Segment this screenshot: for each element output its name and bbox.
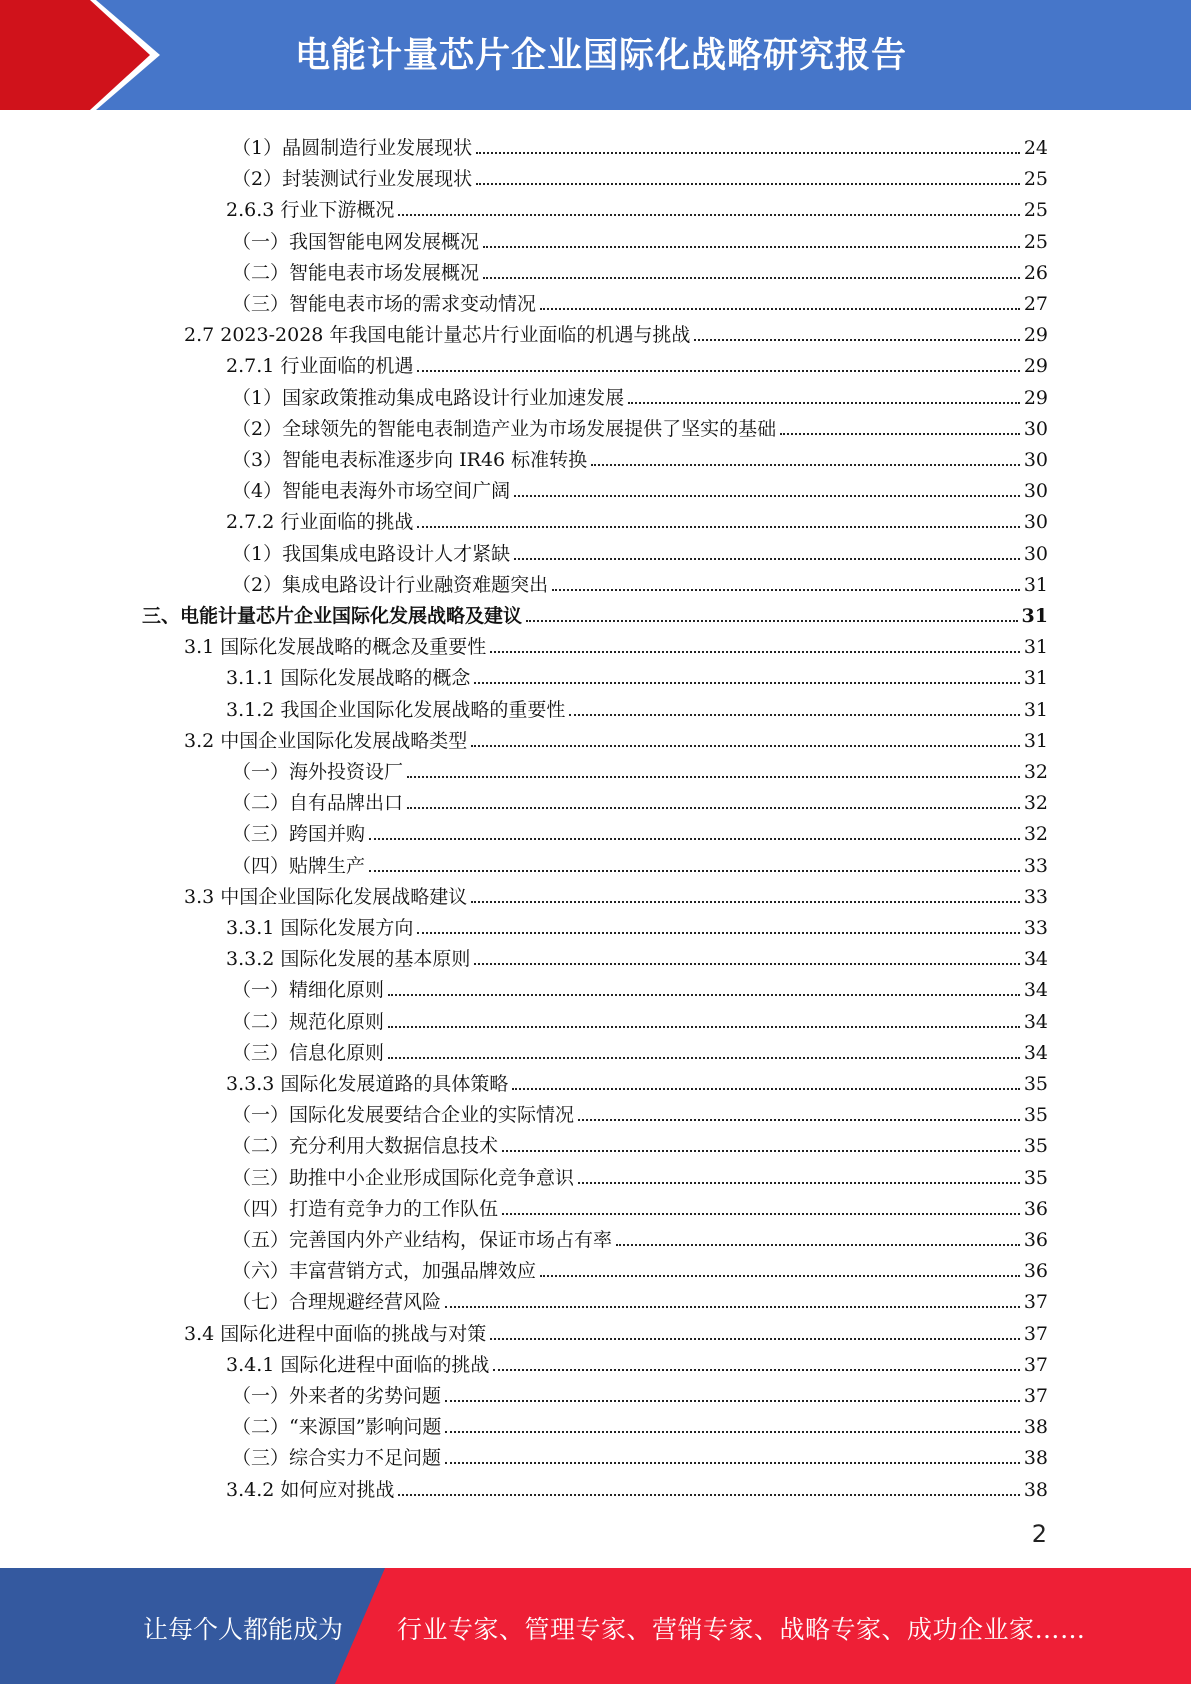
toc-entry-page: 31 (1023, 636, 1048, 659)
toc-entry-label: （三）助推中小企业形成国际化竞争意识 (232, 1166, 575, 1189)
toc-entry[interactable] (184, 1314, 1048, 1345)
toc-entry[interactable] (226, 1470, 1048, 1501)
toc-entry-page: 29 (1023, 355, 1048, 378)
toc-entry-label: （一）我国智能电网发展概况 (232, 230, 480, 253)
toc-entry[interactable] (232, 471, 1048, 502)
toc-dot-leader (552, 589, 1020, 591)
toc-entry-page: 38 (1023, 1416, 1048, 1439)
toc-entry-page: 32 (1023, 823, 1048, 846)
toc-entry-page: 34 (1023, 1041, 1048, 1064)
toc-entry-label: （二）智能电表市场发展概况 (232, 261, 480, 284)
toc-entry[interactable] (184, 627, 1048, 658)
toc-dot-leader (471, 745, 1020, 747)
toc-entry-label: 3.3.1 国际化发展方向 (226, 917, 414, 939)
toc-entry-page: 36 (1023, 1260, 1048, 1283)
toc-entry[interactable] (232, 253, 1048, 284)
toc-dot-leader (578, 1119, 1020, 1121)
toc-entry-page: 31 (1023, 729, 1048, 752)
toc-entry-page: 24 (1023, 137, 1048, 159)
page-header (0, 0, 1191, 110)
toc-entry-label: （三）信息化原则 (232, 1041, 385, 1064)
toc-entry[interactable] (232, 159, 1048, 190)
toc-entry[interactable] (232, 1002, 1048, 1033)
toc-dot-leader (514, 495, 1020, 497)
toc-entry-page: 35 (1023, 1104, 1048, 1127)
chevron-arrow-icon (0, 0, 150, 110)
toc-entry-label: （一）精细化原则 (232, 979, 385, 1002)
toc-dot-leader (476, 152, 1020, 154)
toc-entry-page: 37 (1023, 1385, 1048, 1407)
toc-dot-leader (417, 526, 1019, 528)
toc-entry-label: （2）封装测试行业发展现状 (232, 168, 473, 191)
toc-entry[interactable] (232, 128, 1048, 159)
toc-entry[interactable] (232, 378, 1048, 409)
toc-entry-page: 33 (1023, 854, 1048, 877)
toc-entry-label: 3.1.1 国际化发展战略的概念 (226, 667, 471, 690)
toc-entry-page: 38 (1023, 1478, 1048, 1501)
toc-dot-leader (526, 620, 1018, 622)
toc-entry-page: 37 (1023, 1291, 1048, 1314)
toc-entry-label: （1）晶圆制造行业发展现状 (232, 137, 473, 159)
toc-entry[interactable] (232, 409, 1048, 440)
toc-entry[interactable] (232, 1095, 1048, 1126)
toc-entry-label: 3.3.3 国际化发展道路的具体策略 (226, 1073, 509, 1095)
toc-entry-page: 34 (1023, 948, 1048, 971)
toc-entry[interactable] (232, 284, 1048, 315)
toc-entry[interactable] (226, 908, 1048, 939)
toc-entry-page: 30 (1023, 511, 1048, 534)
toc-entry[interactable] (232, 565, 1048, 596)
toc-dot-leader (591, 464, 1020, 466)
toc-entry[interactable] (232, 1282, 1048, 1313)
toc-entry[interactable] (232, 752, 1048, 783)
toc-entry[interactable] (184, 721, 1048, 752)
toc-dot-leader (388, 1057, 1020, 1059)
toc-entry[interactable] (226, 346, 1048, 377)
toc-entry-label: （4）智能电表海外市场空间广阔 (232, 480, 511, 503)
toc-entry[interactable] (232, 783, 1048, 814)
toc-entry-page: 31 (1023, 698, 1048, 721)
toc-entry-label: （七）合理规避经营风险 (232, 1291, 442, 1314)
toc-entry-page: 38 (1023, 1447, 1048, 1470)
toc-dot-leader (476, 183, 1020, 185)
toc-entry-label: 3.4 国际化进程中面临的挑战与对策 (184, 1322, 487, 1345)
page-footer (0, 1568, 1191, 1684)
toc-entry[interactable] (226, 939, 1048, 970)
toc-entry-page: 29 (1023, 386, 1048, 409)
toc-entry[interactable] (232, 970, 1048, 1001)
toc-dot-leader (540, 308, 1020, 310)
toc-entry[interactable] (232, 814, 1048, 845)
toc-dot-leader (388, 994, 1020, 996)
toc-entry-label: 2.7.2 行业面临的挑战 (226, 511, 414, 534)
toc-entry-label: 三、电能计量芯片企业国际化发展战略及建议 (142, 605, 523, 627)
toc-entry-label: 2.6.3 行业下游概况 (226, 199, 395, 222)
toc-entry-page: 36 (1023, 1229, 1048, 1251)
toc-entry-page: 34 (1023, 1010, 1048, 1033)
toc-entry-label: （二）充分利用大数据信息技术 (232, 1135, 499, 1158)
toc-dot-leader (502, 1213, 1020, 1215)
toc-entry-label: （四）贴牌生产 (232, 854, 366, 877)
toc-entry-label: 3.2 中国企业国际化发展战略类型 (184, 729, 468, 752)
toc-dot-leader (569, 714, 1019, 716)
toc-entry[interactable] (142, 596, 1048, 627)
toc-entry-label: （3）智能电表标准逐步向 IR46 标准转换 (232, 449, 588, 471)
toc-dot-leader (445, 1306, 1020, 1308)
toc-entry-label: （六）丰富营销方式，加强品牌效应 (232, 1260, 537, 1283)
toc-dot-leader (417, 932, 1019, 934)
toc-entry-label: 3.1 国际化发展战略的概念及重要性 (184, 636, 487, 659)
toc-entry[interactable] (232, 534, 1048, 565)
toc-entry-page: 26 (1023, 261, 1048, 284)
toc-entry[interactable] (226, 1064, 1048, 1095)
toc-dot-leader (445, 1431, 1019, 1433)
toc-entry-page: 33 (1023, 885, 1048, 908)
toc-entry-page: 29 (1023, 324, 1048, 347)
toc-entry[interactable] (232, 222, 1048, 253)
toc-entry-page: 35 (1023, 1166, 1048, 1189)
toc-entry-page: 32 (1023, 792, 1048, 815)
toc-entry-page: 31 (1023, 667, 1048, 690)
toc-entry-label: 3.3 中国企业国际化发展战略建议 (184, 885, 468, 908)
toc-entry-label: 2.7.1 行业面临的机遇 (226, 355, 414, 378)
toc-entry[interactable] (226, 502, 1048, 533)
toc-entry[interactable] (232, 1189, 1048, 1220)
toc-dot-leader (578, 1182, 1020, 1184)
toc-entry-page: 30 (1023, 542, 1048, 565)
toc-dot-leader (474, 682, 1019, 684)
toc-entry-label: 3.4.1 国际化进程中面临的挑战 (226, 1353, 490, 1376)
report-title: 电能计量芯片企业国际化战略研究报告 (295, 36, 908, 76)
toc-dot-leader (471, 901, 1020, 903)
toc-entry-label: （一）海外投资设厂 (232, 761, 404, 783)
toc-entry-label: （2）全球领先的智能电表制造产业为市场发展提供了坚实的基础 (232, 417, 777, 440)
toc-entry[interactable] (232, 1220, 1048, 1251)
toc-entry-label: （三）跨国并购 (232, 823, 366, 846)
toc-entry-page: 31 (1023, 573, 1048, 596)
toc-dot-leader (628, 402, 1020, 404)
toc-entry-label: 3.4.2 如何应对挑战 (226, 1478, 395, 1501)
toc-dot-leader (512, 1088, 1019, 1090)
toc-dot-leader (490, 651, 1020, 653)
toc-entry-label: （1）国家政策推动集成电路设计行业加速发展 (232, 386, 625, 409)
toc-entry[interactable] (232, 1158, 1048, 1189)
toc-entry[interactable] (232, 1438, 1048, 1469)
toc-entry-page: 37 (1023, 1322, 1048, 1345)
footer-slogan-left: 让每个人都能成为 (143, 1615, 344, 1644)
toc-entry-label: （二）规范化原则 (232, 1010, 385, 1033)
toc-entry-label: （一）国际化发展要结合企业的实际情况 (232, 1104, 575, 1127)
toc-entry-page: 32 (1023, 761, 1048, 783)
toc-entry-page: 35 (1023, 1073, 1048, 1095)
toc-dot-leader (694, 339, 1019, 341)
toc-dot-leader (398, 1494, 1019, 1496)
toc-entry[interactable] (232, 1126, 1048, 1157)
toc-dot-leader (490, 1338, 1020, 1340)
toc-entry[interactable] (232, 1251, 1048, 1282)
toc-entry[interactable] (184, 877, 1048, 908)
toc-entry-label: 3.1.2 我国企业国际化发展战略的重要性 (226, 698, 566, 721)
toc-entry-label: （二）自有品牌出口 (232, 792, 404, 815)
toc-entry-label: （三）智能电表市场的需求变动情况 (232, 293, 537, 315)
toc-entry-label: （二）“来源国”影响问题 (232, 1416, 442, 1439)
toc-entry-label: 2.7 2023-2028 年我国电能计量芯片行业面临的机遇与挑战 (184, 324, 691, 347)
toc-dot-leader (445, 1462, 1020, 1464)
toc-entry-page: 31 (1021, 605, 1048, 627)
toc-entry[interactable] (226, 690, 1048, 721)
toc-entry-page: 37 (1023, 1353, 1048, 1376)
toc-dot-leader (616, 1244, 1020, 1246)
toc-entry-page: 27 (1023, 293, 1048, 315)
toc-entry[interactable] (184, 315, 1048, 346)
toc-dot-leader (417, 370, 1019, 372)
toc-dot-leader (483, 246, 1020, 248)
toc-entry[interactable] (232, 1407, 1048, 1438)
toc-entry-page: 35 (1023, 1135, 1048, 1158)
toc-dot-leader (407, 776, 1020, 778)
toc-entry[interactable] (232, 1033, 1048, 1064)
toc-entry[interactable] (226, 658, 1048, 689)
toc-entry-page: 30 (1023, 417, 1048, 440)
toc-entry[interactable] (232, 846, 1048, 877)
toc-dot-leader (780, 433, 1020, 435)
toc-dot-leader (474, 963, 1019, 965)
toc-entry-page: 25 (1023, 168, 1048, 191)
toc-dot-leader (502, 1150, 1020, 1152)
toc-entry-label: （1）我国集成电路设计人才紧缺 (232, 542, 511, 565)
toc-dot-leader (483, 277, 1020, 279)
toc-entry-page: 34 (1023, 979, 1048, 1002)
toc-dot-leader (493, 1369, 1019, 1371)
toc-dot-leader (514, 558, 1020, 560)
toc-entry-label: 3.3.2 国际化发展的基本原则 (226, 948, 471, 971)
toc-entry-label: （2）集成电路设计行业融资难题突出 (232, 573, 549, 596)
toc-dot-leader (445, 1400, 1020, 1402)
toc-entry-label: （一）外来者的劣势问题 (232, 1385, 442, 1407)
page-number: 2 (1031, 1520, 1047, 1548)
toc-entry[interactable] (226, 1345, 1048, 1376)
toc-dot-leader (407, 807, 1020, 809)
toc-entry[interactable] (226, 190, 1048, 221)
toc-entry-label: （四）打造有竞争力的工作队伍 (232, 1197, 499, 1220)
toc-entry-page: 36 (1023, 1197, 1048, 1220)
toc-dot-leader (540, 1275, 1020, 1277)
toc-dot-leader (398, 214, 1019, 216)
toc-entry-page: 30 (1023, 449, 1048, 471)
toc-entry-page: 25 (1023, 199, 1048, 222)
toc-dot-leader (369, 870, 1020, 872)
toc-dot-leader (388, 1026, 1020, 1028)
toc-entry-label: （五）完善国内外产业结构，保证市场占有率 (232, 1229, 613, 1251)
toc-entry-page: 30 (1023, 480, 1048, 503)
toc-entry-page: 33 (1023, 917, 1048, 939)
toc-entry[interactable] (232, 440, 1048, 471)
toc-entry-label: （三）综合实力不足问题 (232, 1447, 442, 1470)
footer-slogan-right: 行业专家、管理专家、营销专家、战略专家、成功企业家…… (397, 1615, 1086, 1644)
toc-dot-leader (369, 838, 1020, 840)
toc-entry[interactable] (232, 1376, 1048, 1407)
toc-entry-page: 25 (1023, 230, 1048, 253)
